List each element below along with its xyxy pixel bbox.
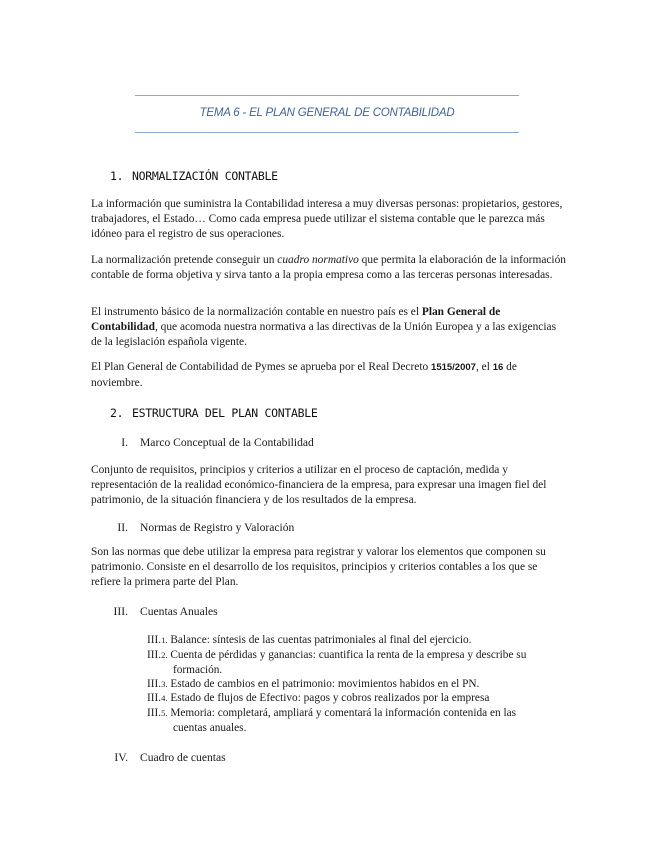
decree-number: 1515/2007 bbox=[431, 362, 476, 373]
page-title: TEMA 6 - EL PLAN GENERAL DE CONTABILIDAD bbox=[199, 107, 455, 119]
section-title: ESTRUCTURA DEL PLAN CONTABLE bbox=[132, 406, 318, 420]
paragraph: Son las normas que debe utilizar la empresa para registrar y valorar los elementos que componen su patrimonio. Consiste en el desarrollo de los requisitos, principios y criterios contables a los que se refiere la primera parte del Plan. bbox=[91, 546, 546, 588]
paragraph: El instrumento básico de la normalización contable en nuestro país es el Plan General de Contabilidad, que acomoda nuestra normativa a las directivas de la Unión Europea y a las exigencias de la legislación española vigente. bbox=[91, 306, 557, 348]
section-number: 1. bbox=[110, 169, 124, 183]
subheading-label: Cuadro de cuentas bbox=[140, 751, 226, 764]
list-item: III.5. Memoria: completará, ampliará y comentará la información contenida en las cuentas anuales. bbox=[147, 707, 516, 734]
section-title: NORMALIZACIÓN CONTABLE bbox=[132, 169, 278, 183]
roman-numeral: IV. bbox=[114, 751, 128, 764]
paragraph: La normalización pretende conseguir un cuadro normativo que permita la elaboración de la información contable de forma objetiva y sirva tanto a la propia empresa como a las terceras personas interesadas. bbox=[91, 254, 566, 281]
list-item: III.3. Estado de cambios en el patrimonio: movimientos habidos en el PN. bbox=[147, 678, 480, 690]
paragraph: La información que suministra la Contabilidad interesa a muy diversas personas: propietarios, gestores, trabajadores, el Estado… Como cada empresa puede utilizar el sistema contable que le parezca más idóneo para el registro de sus operaciones. bbox=[91, 198, 563, 240]
paragraph: Conjunto de requisitos, principios y criterios a utilizar en el proceso de captación, medida y representación de la realidad económico-financiera de la empresa, para expresar una imagen fiel del patrimonio, de la situación financiera y de los resultados de la empresa. bbox=[91, 464, 547, 506]
emphasis: cuadro normativo bbox=[277, 254, 359, 266]
list-item: III.1. Balance: síntesis de las cuentas patrimoniales al final del ejercicio. bbox=[147, 634, 472, 646]
subheading-label: Cuentas Anuales bbox=[140, 605, 218, 618]
subheading-label: Marco Conceptual de la Contabilidad bbox=[140, 436, 314, 449]
section-number: 2. bbox=[110, 406, 124, 420]
strong-text: Plan General de Contabilidad bbox=[91, 306, 501, 333]
title-top-rule bbox=[135, 95, 519, 96]
roman-numeral: I. bbox=[121, 436, 128, 449]
roman-numeral: II. bbox=[117, 521, 128, 534]
roman-numeral: III. bbox=[113, 605, 128, 618]
paragraph: El Plan General de Contabilidad de Pymes se aprueba por el Real Decreto 1515/2007, el 16 de noviembre. bbox=[91, 361, 517, 389]
subheading-label: Normas de Registro y Valoración bbox=[140, 521, 295, 534]
decree-day: 16 bbox=[492, 362, 504, 373]
section-heading-1 bbox=[110, 169, 278, 183]
section-heading-2 bbox=[110, 406, 317, 420]
title-bottom-rule bbox=[135, 132, 519, 133]
list-item: III.4. Estado de flujos de Efectivo: pagos y cobros realizados por la empresa bbox=[147, 692, 490, 704]
list-item: III.2. Cuenta de pérdidas y ganancias: cuantifica la renta de la empresa y describe su formación. bbox=[147, 649, 527, 676]
